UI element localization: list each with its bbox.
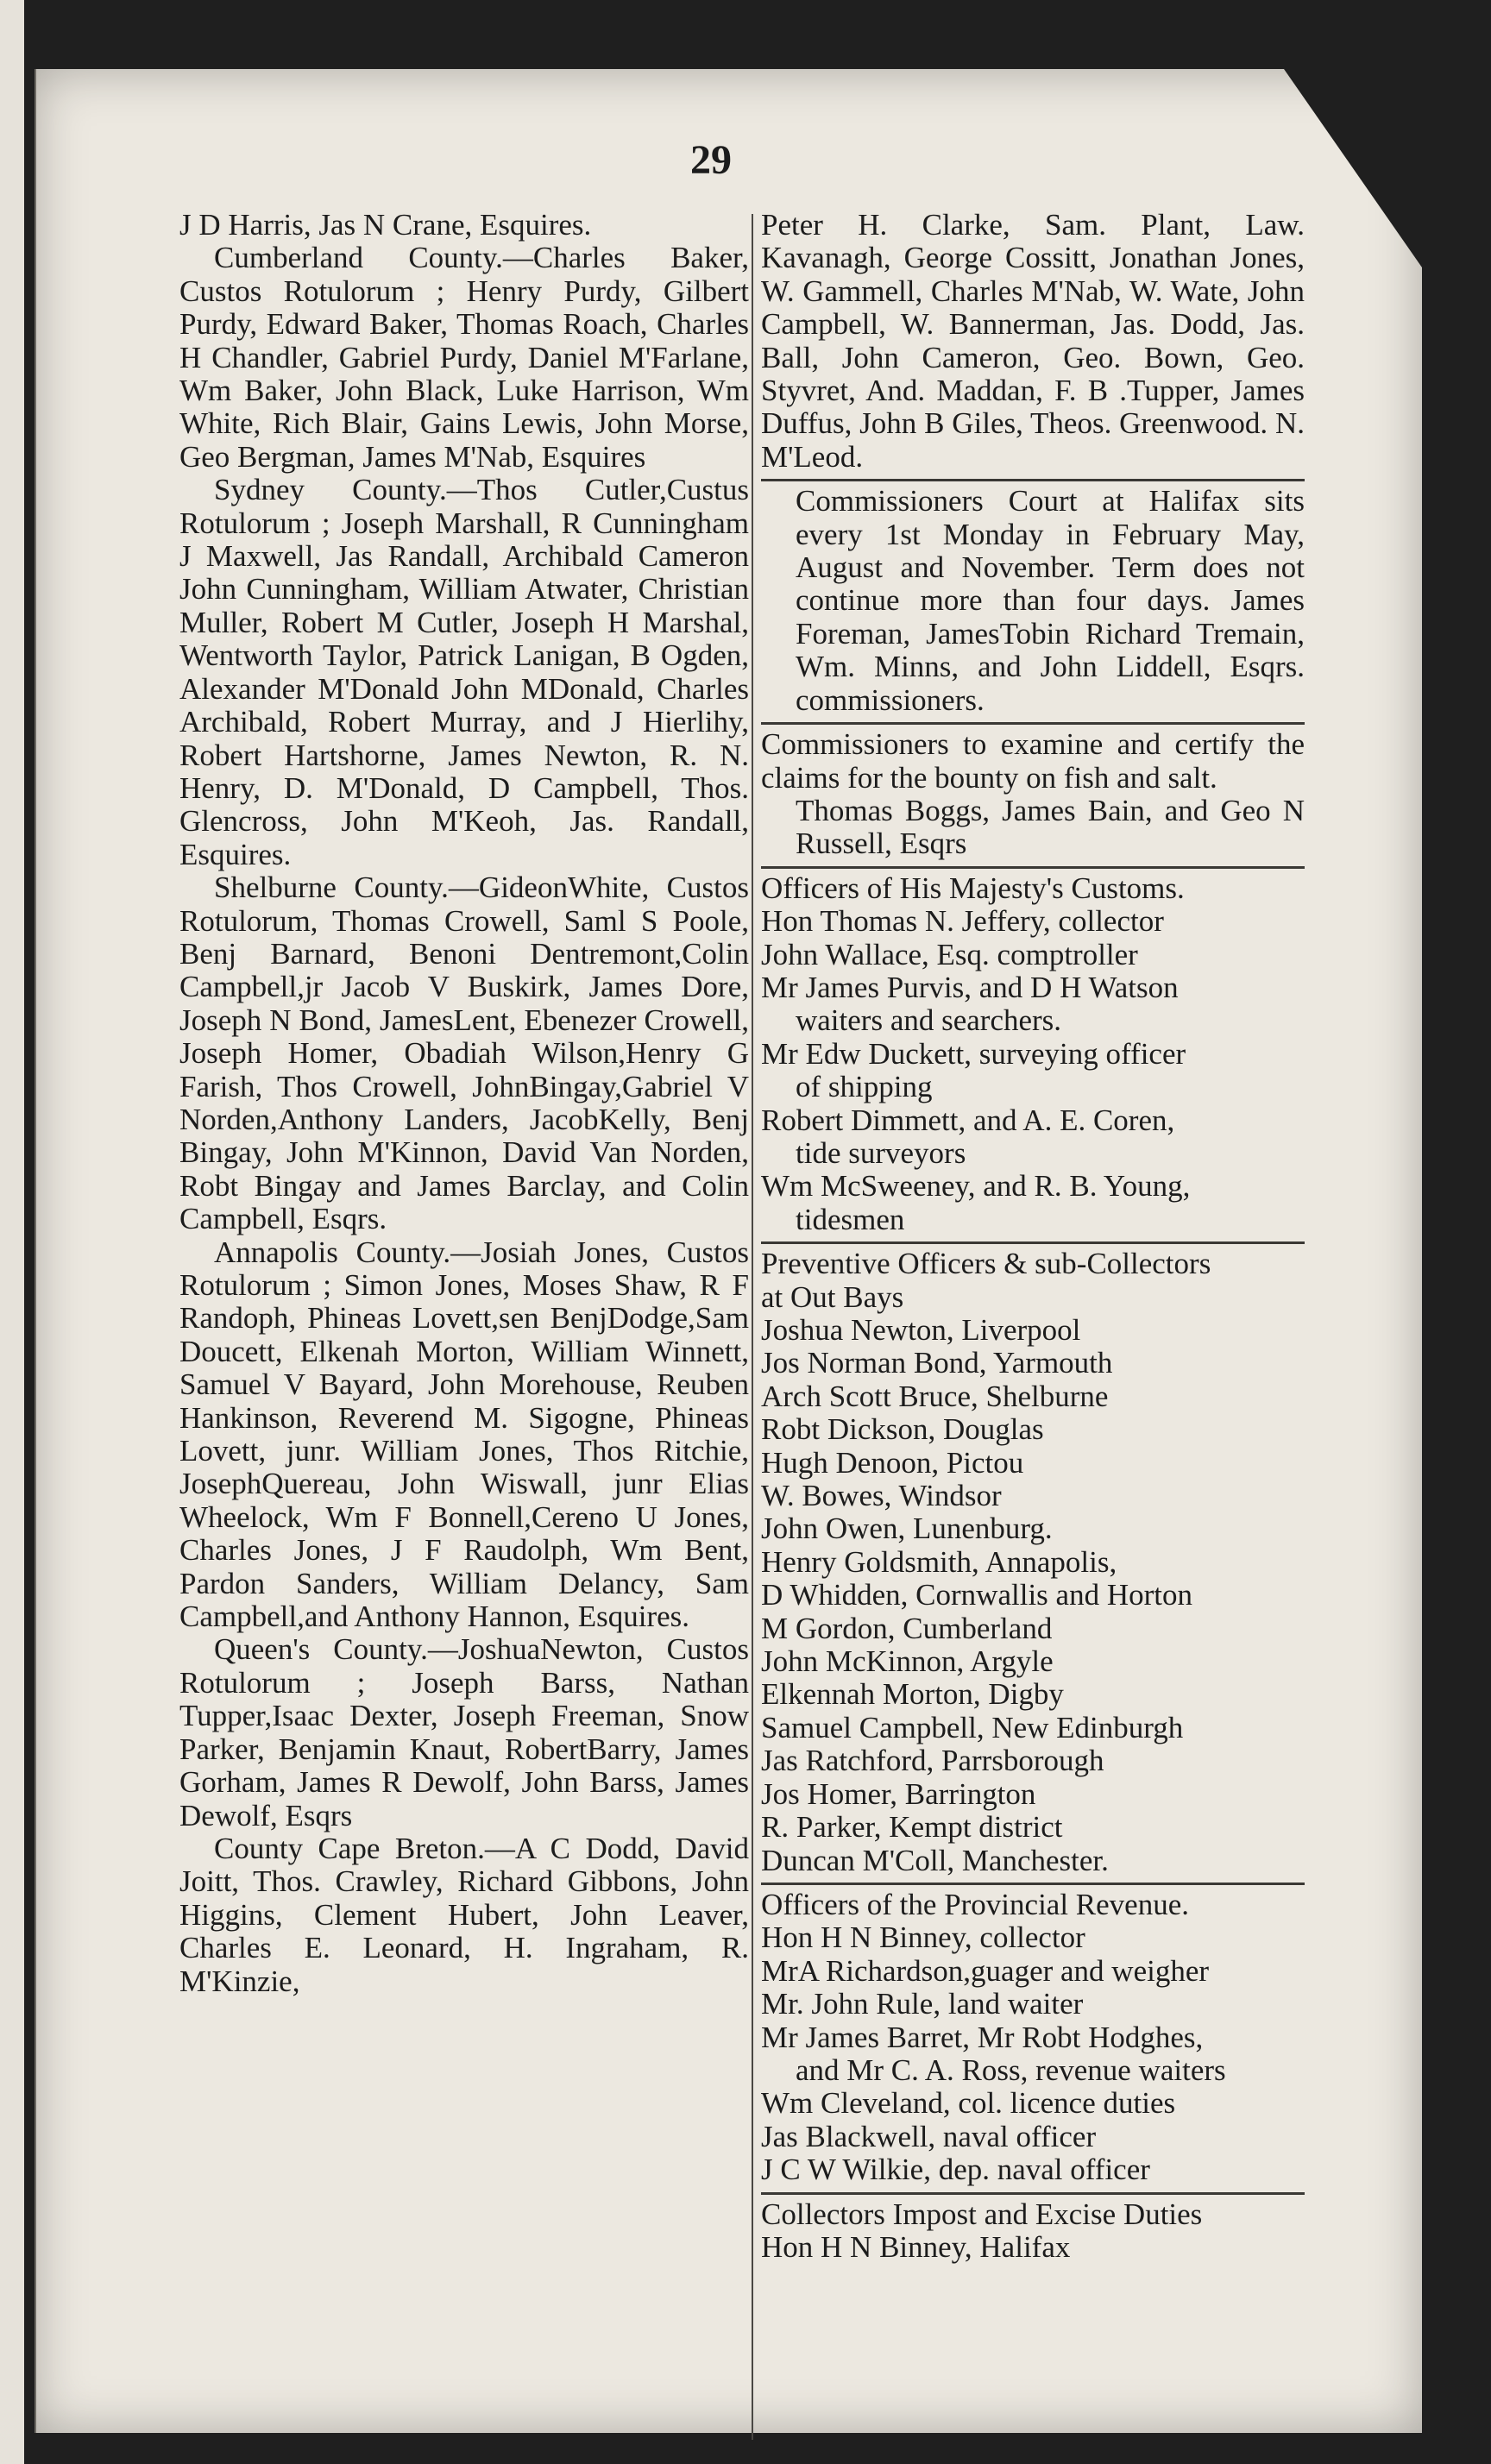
right-line: Commissioners to examine and certify the claims for the bounty on fish and salt. [761,727,1305,795]
right-line: W. Bowes, Windsor [761,1479,1002,1513]
right-line: and Mr C. A. Ross, revenue waiters [796,2052,1226,2087]
column-divider [752,214,753,2440]
right-line: Joshua Newton, Liverpool [761,1313,1081,1347]
right-line: Mr Edw Duckett, surveying officer [761,1036,1186,1071]
right-line: Mr James Purvis, and D H Watson [761,970,1179,1004]
right-line: Jas Ratchford, Parrsborough [761,1744,1104,1778]
left-paragraph: J D Harris, Jas N Crane, Esquires. [179,208,592,242]
right-line: Officers of His Majesty's Customs. [761,871,1185,905]
right-line: Robt Dickson, Douglas [761,1412,1044,1447]
right-section [761,866,1305,1236]
right-line: Mr James Barret, Mr Robt Hodghes, [761,2020,1204,2054]
right-line: Hon H N Binney, collector [761,1920,1085,1955]
right-line: Peter H. Clarke, Sam. Plant, Law. Kavanagh, George Cossitt, Jonathan Jones, W. Gammell, Charles M'Nab, W. Wate, John Campbell, W. Bannerman, Jas. Dodd, Jas. Ball, John Cameron, Geo. Bown, Geo. Styvret, And. Maddan, F. B .Tupper, James Duffus, John B Giles, Theos. Greenwood. N. M'Leod. [761,208,1305,474]
right-line: Jos Homer, Barrington [761,1776,1036,1811]
right-line: Collectors Impost and Excise Duties [761,2197,1203,2231]
right-line: Preventive Officers & sub-Collectors [761,1247,1211,1281]
right-line: Hon H N Binney, Halifax [761,2229,1071,2264]
right-line: John McKinnon, Argyle [761,1644,1054,1679]
left-paragraph: Shelburne County.—GideonWhite, Custos Rotulorum, Thomas Crowell, Saml S Poole, Benj Barnard, Benoni Dentremont,Colin Campbell,jr Jacob V Buskirk, James Dore, Joseph N Bond, JamesLent, Ebenezer Crowell, Joseph Homer, Obadiah Wilson,Henry G Farish, Thos Crowell, JohnBingay,Gabriel V Norden,Anthony Landers, JacobKelly, Benj Bingay, John M'Kinnon, David Van Norden, Robt Bingay and James Barclay, and Colin Campbell, Esqrs. [179,871,749,1236]
right-line: Jos Norman Bond, Yarmouth [761,1346,1113,1380]
right-line: John Wallace, Esq. comptroller [761,937,1138,971]
right-line: at Out Bays [761,1279,904,1314]
page-sheet [35,69,1422,2433]
right-line: Wm Cleveland, col. licence duties [761,2086,1176,2121]
left-paragraph: Sydney County.—Thos Cutler,Custus Rotulorum ; Joseph Marshall, R Cunningham J Maxwell, Jas Randall, Archibald Cameron John Cunningham, William Atwater, Christian Muller, Robert M Cutler, Joseph H Marshal, Wentworth Taylor, Patrick Lanigan, B Ogden, Alexander M'Donald John MDonald, Charles Archibald, Robert Murray, and J Hierlihy, Robert Hartshorne, James Newton, R. N. Henry, D. M'Donald, D Campbell, Thos. Glencross, John M'Keoh, Jas. Randall, Esquires. [179,473,749,871]
right-line: Elkennah Morton, Digby [761,1677,1064,1712]
right-line: Hugh Denoon, Pictou [761,1445,1024,1480]
left-paragraph: County Cape Breton.—A C Dodd, David Joitt, Thos. Crawley, Richard Gibbons, John Higgins, Clement Hubert, John Leaver, Charles E. Leonard, H. Ingraham, R. M'Kinzie, [179,1831,749,1998]
right-line: MrA Richardson,guager and weigher [761,1953,1210,1988]
right-line: R. Parker, Kempt district [761,1810,1063,1845]
right-section [761,1883,1305,2187]
right-line: Samuel Campbell, New Edinburgh [761,1710,1184,1744]
right-line: Hon Thomas N. Jeffery, collector [761,904,1164,939]
right-section [761,2192,1305,2265]
right-line: Thomas Boggs, James Bain, and Geo N Russell, Esqrs [796,793,1305,861]
left-column [179,209,749,1998]
right-line: D Whidden, Cornwallis and Horton [761,1578,1192,1612]
right-line: Henry Goldsmith, Annapolis, [761,1544,1117,1579]
right-line: Commissioners Court at Halifax sits every 1st Monday in February May, August and November. Term does not continue more than four days. James Foreman, JamesTobin Richard Tremain, Wm. Minns, and John Liddell, Esqrs. commissioners. [796,484,1305,717]
right-line: Arch Scott Bruce, Shelburne [761,1379,1109,1413]
right-line: Robert Dimmett, and A. E. Coren, [761,1103,1175,1137]
right-line: tide surveyors [796,1135,966,1170]
left-paragraph: Cumberland County.—Charles Baker, Custos Rotulorum ; Henry Purdy, Gilbert Purdy, Edward Baker, Thomas Roach, Charles H Chandler, Gabriel Purdy, Daniel M'Farlane, Wm Baker, John Black, Luke Harrison, Wm White, Rich Blair, Gains Lewis, John Morse, Geo Bergman, James M'Nab, Esquires [179,241,749,474]
right-section [761,722,1305,861]
right-line: Wm McSweeney, and R. B. Young, [761,1169,1191,1204]
right-line: Duncan M'Coll, Manchester. [761,1843,1109,1877]
right-line: tidesmen [796,1202,905,1236]
right-line: Jas Blackwell, naval officer [761,2119,1097,2153]
right-line: waiters and searchers. [796,1003,1062,1038]
page-number: 29 [690,137,732,183]
left-paragraph: Queen's County.—JoshuaNewton, Custos Rotulorum ; Joseph Barss, Nathan Tupper,Isaac Dexter, Joseph Freeman, Snow Parker, Benjamin Knaut, RobertBarry, James Gorham, James R Dewolf, John Barss, James Dewolf, Esqrs [179,1632,749,1832]
right-section [761,1241,1305,1877]
right-column [761,209,1305,2264]
right-line: of shipping [796,1070,933,1104]
right-section [761,209,1305,474]
right-line: M Gordon, Cumberland [761,1611,1053,1645]
right-section [761,479,1305,717]
right-line: John Owen, Lunenburg. [761,1512,1053,1546]
right-line: Officers of the Provincial Revenue. [761,1887,1189,1921]
right-line: J C W Wilkie, dep. naval officer [761,2153,1150,2187]
left-paragraph: Annapolis County.—Josiah Jones, Custos Rotulorum ; Simon Jones, Moses Shaw, R F Randoph, Phineas Lovett,sen BenjDodge,Sam Doucett, Elkenah Morton, William Winnett, Samuel V Bayard, John Morehouse, Reuben Hankinson, Reverend M. Sigogne, Phineas Lovett, junr. William Jones, Thos Ritchie, JosephQuereau, John Wiswall, junr Elias Wheelock, Wm F Bonnell,Cereno U Jones, Charles Jones, J F Raudolph, Wm Bent, Pardon Sanders, William Delancy, Sam Campbell,and Anthony Hannon, Esquires. [179,1235,749,1634]
right-line: Mr. John Rule, land waiter [761,1987,1084,2021]
torn-corner [1284,69,1422,267]
